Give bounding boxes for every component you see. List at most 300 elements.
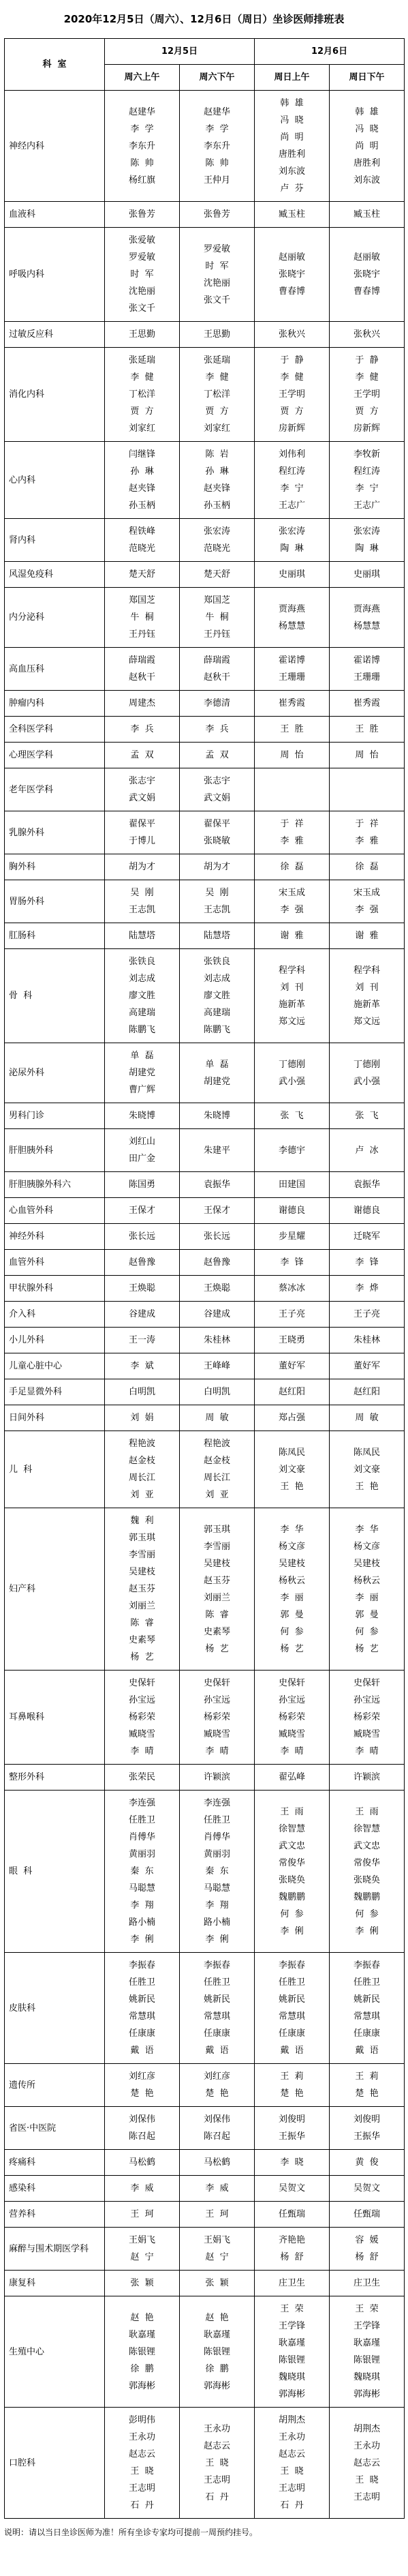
schedule-row [5,1953,405,2064]
doctor-name: 武文忠 [354,1840,381,1851]
session-cell [180,2271,255,2296]
doctor-name: 崔秀霞 [354,698,381,708]
doctor-name: 董好军 [354,1361,381,1371]
doctor-name: 陈鹏飞 [128,1025,155,1035]
schedule-table [4,38,405,2519]
doctor-name: 李 健 [355,372,379,383]
doctor-name: 刘红山 [128,1137,155,1147]
doctor-name: 房新辉 [354,423,381,434]
schedule-row [5,811,405,854]
doctor-name: 王学明 [279,389,306,400]
doctor-name: 张文千 [204,295,231,305]
department-name: 儿童心脏中心 [5,1353,105,1379]
doctor-name: 王志凯 [128,905,155,915]
session-cell [255,1405,330,1431]
doctor-name: 廖文胜 [204,991,231,1001]
session-cell [330,2202,405,2228]
department-name: 神经内科 [5,91,105,202]
doctor-name: 刘 亚 [130,1490,154,1500]
doctor-name: 李德清 [204,698,231,708]
session-cell [105,949,180,1043]
session-cell [105,588,180,648]
doctor-name: 刘志成 [128,974,155,984]
session-cell [105,1953,180,2064]
session-cell [180,442,255,519]
doctor-name: 楚 艳 [205,2088,229,2099]
session-cell [105,562,180,588]
doctor-name: 任胜卫 [128,1815,155,1825]
doctor-name: 臧晓雪 [128,1729,155,1739]
session-cell [330,519,405,562]
doctor-name: 王 珂 [130,2209,154,2219]
doctor-name: 卢 芬 [280,183,304,194]
session-cell [330,2176,405,2202]
session-cell [330,442,405,519]
doctor-name: 王志广 [279,500,306,511]
doctor-name: 程铁峰 [128,526,155,537]
doctor-name: 杨文彦 [279,1541,306,1552]
session-cell [105,1043,180,1103]
doctor-name: 任康康 [128,2028,155,2039]
schedule-row [5,1791,405,1953]
doctor-name: 程艳波 [204,1439,231,1449]
doctor-name: 赵夹锋 [204,483,231,494]
doctor-name: 朱桂林 [354,1335,381,1345]
schedule-row [5,442,405,519]
doctor-name: 李 晴 [130,1746,154,1756]
doctor-name: 刘 刊 [355,982,379,993]
schedule-row [5,648,405,691]
doctor-name: 陈银锂 [204,2346,231,2357]
doctor-name: 常俊华 [354,1857,381,1868]
session-cell [255,1328,330,1353]
doctor-name: 吴贺文 [279,2183,306,2193]
doctor-name: 赵红阳 [354,1387,381,1397]
doctor-name: 时 军 [205,260,229,271]
doctor-name: 赵志云 [204,2440,231,2451]
session-cell [255,949,330,1043]
doctor-name: 贾 方 [355,406,379,417]
doctor-name: 王一涛 [128,1335,155,1345]
session-cell [180,880,255,923]
doctor-name: 戴 语 [130,2046,154,2056]
doctor-name: 陈银锂 [279,2355,306,2365]
doctor-name: 李连强 [128,1798,155,1808]
doctor-name: 姚新民 [204,1994,231,2005]
doctor-name: 秦 东 [130,1866,154,1876]
department-name: 血管外科 [5,1250,105,1276]
doctor-name: 郭 曼 [280,1609,304,1620]
doctor-name: 田建国 [279,1180,306,1190]
session-cell [180,2202,255,2228]
doctor-name: 李 丽 [280,1592,304,1603]
doctor-name: 王 雨 [280,1806,304,1817]
doctor-name: 陈 睿 [130,1618,154,1628]
doctor-name: 赵玉芬 [128,1584,155,1594]
department-name: 肿瘤内科 [5,691,105,717]
session-cell [255,2107,330,2150]
session-cell [255,1198,330,1224]
doctor-name: 牛 桐 [130,612,154,623]
doctor-name: 石 丹 [280,2500,304,2511]
doctor-name: 丁德刚 [279,1059,306,1070]
doctor-name: 王焕聪 [128,1283,155,1293]
doctor-name: 李 雅 [355,836,379,846]
doctor-name: 张秋兴 [279,329,306,340]
doctor-name: 杨彩荣 [128,1712,155,1722]
doctor-name: 罗爱敏 [128,252,155,263]
doctor-name: 郭海彬 [128,2380,155,2391]
doctor-name: 魏鹏鹏 [279,1891,306,1902]
session-cell [330,1172,405,1198]
department-name: 血液科 [5,202,105,228]
doctor-name: 王峰峰 [204,1361,231,1371]
doctor-name: 张延瑞 [128,355,155,365]
doctor-name: 常慧琪 [354,2011,381,2022]
doctor-name: 赵志云 [128,2449,155,2459]
doctor-name: 郭海彬 [279,2389,306,2399]
schedule-row [5,691,405,717]
session-cell [330,348,405,442]
session-cell [105,1328,180,1353]
session-cell [105,348,180,442]
doctor-name: 楚 艳 [280,2088,304,2099]
doctor-name: 吴建枝 [128,1567,155,1577]
doctor-name: 牛 桐 [205,612,229,623]
doctor-name: 戴 语 [205,2046,229,2056]
doctor-name: 李东升 [204,140,231,151]
doctor-name: 张爱敏 [128,235,155,245]
session-cell [180,743,255,768]
doctor-name: 王焕聪 [204,1283,231,1293]
doctor-name: 许颖滨 [354,1772,381,1782]
doctor-name: 李 学 [205,123,229,134]
doctor-name: 杨 艺 [205,1643,229,1654]
session-cell [105,442,180,519]
session-cell [330,717,405,743]
doctor-name: 孙宝远 [354,1695,381,1705]
session-cell [255,1765,330,1791]
doctor-name: 冯 晓 [355,123,379,134]
session-cell [180,348,255,442]
doctor-name: 李 斌 [130,1361,154,1371]
doctor-name: 张长远 [128,1231,155,1242]
session-cell [255,228,330,322]
session-cell [330,648,405,691]
doctor-name: 王 晓 [280,2466,304,2476]
doctor-name: 李 兵 [205,724,229,734]
doctor-name: 常慧琪 [128,2011,155,2022]
session-cell [330,1129,405,1172]
doctor-name: 郭玉琪 [128,1533,155,1543]
session-cell [105,91,180,202]
doctor-name: 徐 鹏 [205,2363,229,2374]
doctor-name: 杨 艺 [355,1643,379,1654]
doctor-name: 陈银锂 [354,2355,381,2365]
session-cell [255,1953,330,2064]
doctor-name: 王保才 [128,1205,155,1216]
doctor-name: 黄丽羽 [204,1849,231,1859]
session-cell [255,1302,330,1328]
session-cell [330,1791,405,1953]
doctor-name: 魏 利 [130,1516,154,1526]
department-name: 日间外科 [5,1405,105,1431]
session-cell [255,811,330,854]
doctor-name: 耿嘉瑾 [128,2329,155,2340]
doctor-name: 赵金枝 [128,1456,155,1466]
schedule-body [5,91,405,2519]
session-cell [105,2271,180,2296]
schedule-row [5,2150,405,2176]
doctor-name: 韩 雄 [280,98,304,108]
doctor-name: 刘文豪 [354,1464,381,1475]
doctor-name: 吴 刚 [205,888,229,898]
doctor-name: 何 参 [355,1908,379,1919]
session-header-sun-am: 周日上午 [255,65,330,91]
doctor-name: 戴 语 [280,2046,304,2056]
session-header-sun-pm: 周日下午 [330,65,405,91]
schedule-row [5,1103,405,1129]
doctor-name: 程红涛 [279,466,306,477]
schedule-row [5,2296,405,2408]
doctor-name: 刘家红 [204,423,231,434]
doctor-name: 孙玉柄 [204,500,231,511]
doctor-name: 陈 睿 [205,1609,229,1620]
doctor-name: 刘东波 [279,166,306,177]
doctor-name: 王学锋 [354,2321,381,2331]
session-cell [255,854,330,880]
doctor-name: 王志明 [354,2491,381,2502]
department-name: 老年医学科 [5,768,105,811]
session-header-sat-am: 周六上午 [105,65,180,91]
schedule-row [5,743,405,768]
doctor-name: 耿嘉瑾 [354,2338,381,2348]
doctor-name: 吴 刚 [130,888,154,898]
department-name: 儿 科 [5,1431,105,1508]
doctor-name: 刘家红 [128,423,155,434]
session-cell [105,2202,180,2228]
doctor-name: 程学科 [354,965,381,976]
doctor-name: 李 翔 [205,1900,229,1911]
doctor-name: 姚新民 [354,1994,381,2005]
doctor-name: 郭玉琪 [204,1524,231,1535]
department-name: 口腔科 [5,2408,105,2519]
session-cell [255,743,330,768]
doctor-name: 尚 明 [355,140,379,151]
doctor-name: 刘伟利 [279,449,306,460]
session-cell [180,768,255,811]
session-cell [180,2064,255,2107]
doctor-name: 李雪丽 [204,1541,231,1552]
doctor-name: 肖傅华 [204,1832,231,1842]
session-cell [330,1353,405,1379]
doctor-name: 沈艳丽 [204,278,231,288]
doctor-name: 周 敏 [355,1413,379,1423]
doctor-name: 唐胜利 [354,158,381,168]
schedule-row [5,717,405,743]
doctor-name: 马聪慧 [204,1883,231,1893]
doctor-name: 孙宝远 [279,1695,306,1705]
session-cell [330,2228,405,2271]
doctor-name: 赵 艳 [205,2312,229,2323]
doctor-name: 孟 双 [205,750,229,760]
session-cell [330,2271,405,2296]
doctor-name: 曹广辉 [128,1085,155,1095]
session-cell [105,2176,180,2202]
doctor-name: 杨红旗 [128,175,155,185]
session-cell [330,1765,405,1791]
doctor-name: 张宏涛 [204,526,231,537]
doctor-name: 王保才 [204,1205,231,1216]
schedule-row [5,923,405,949]
session-cell [330,1198,405,1224]
doctor-name: 李 晓 [280,2157,304,2168]
doctor-name: 王 胜 [355,724,379,734]
session-cell [180,1103,255,1129]
session-cell [105,1103,180,1129]
department-name: 男科门诊 [5,1103,105,1129]
doctor-name: 李 兵 [130,724,154,734]
doctor-name: 魏晓琪 [279,2372,306,2382]
doctor-name: 孙玉柄 [128,500,155,511]
doctor-name: 薛瑞霞 [128,655,155,665]
doctor-name: 沈艳丽 [128,286,155,297]
doctor-name: 王娟飞 [204,2235,231,2245]
doctor-name: 曹春博 [279,286,306,297]
session-cell [105,2228,180,2271]
session-cell [330,854,405,880]
doctor-name: 冯 晓 [280,115,304,125]
department-name: 消化内科 [5,348,105,442]
session-cell [255,691,330,717]
department-name: 骨 科 [5,949,105,1043]
doctor-name: 刘志成 [204,974,231,984]
schedule-row [5,1379,405,1405]
doctor-name: 楚天舒 [204,569,231,580]
doctor-name: 王丹钰 [128,629,155,640]
session-cell [255,2150,330,2176]
session-cell [105,322,180,348]
doctor-name: 胡为才 [128,862,155,872]
session-cell [255,1172,330,1198]
doctor-name: 王子亮 [354,1309,381,1319]
session-cell [105,1671,180,1765]
doctor-name: 徐 磊 [280,862,304,872]
session-cell [180,1791,255,1953]
doctor-name: 李牧新 [354,449,381,460]
doctor-name: 周长江 [128,1473,155,1483]
doctor-name: 杨彩荣 [279,1712,306,1722]
doctor-name: 徐 磊 [355,862,379,872]
session-cell [255,1791,330,1953]
doctor-name: 任康康 [204,2028,231,2039]
doctor-name: 王志明 [204,2474,231,2485]
doctor-name: 陈 帅 [205,158,229,168]
session-cell [255,880,330,923]
doctor-name: 张延瑞 [204,355,231,365]
doctor-name: 胡荆杰 [279,2415,306,2425]
doctor-name: 张 飞 [280,1111,304,1121]
doctor-name: 孟 双 [130,750,154,760]
doctor-name: 臧晓雪 [354,1729,381,1739]
doctor-name: 刘 娟 [130,1413,154,1423]
doctor-name: 赵建华 [204,106,231,117]
session-cell [255,1129,330,1172]
department-name: 过敏反应科 [5,322,105,348]
session-cell [105,717,180,743]
doctor-name: 吴建枝 [204,1558,231,1569]
doctor-name: 胡建党 [128,1068,155,1078]
doctor-name: 李 锋 [355,1257,379,1268]
session-cell [105,1250,180,1276]
doctor-name: 刘红彦 [128,2071,155,2082]
doctor-name: 刘俊明 [354,2114,381,2125]
doctor-name: 于 祥 [280,819,304,829]
schedule-row [5,2228,405,2271]
session-cell [330,1276,405,1302]
doctor-name: 楚 艳 [130,2088,154,2099]
schedule-row [5,1508,405,1671]
department-name: 肛肠科 [5,923,105,949]
department-name: 肝胆胰外科 [5,1129,105,1172]
session-cell [180,811,255,854]
doctor-name: 路小楠 [128,1917,155,1928]
session-cell [255,1379,330,1405]
doctor-name: 谢 雅 [355,931,379,941]
doctor-name: 周 敏 [205,1413,229,1423]
schedule-row [5,2408,405,2519]
session-cell [105,1198,180,1224]
department-name: 皮肤科 [5,1953,105,2064]
schedule-row [5,1224,405,1250]
doctor-name: 郑国芝 [128,595,155,605]
doctor-name: 陈召起 [128,2131,155,2142]
doctor-name: 于 静 [355,355,379,365]
doctor-name: 于 静 [280,355,304,365]
doctor-name: 郑国芝 [204,595,231,605]
doctor-name: 张 颖 [205,2278,229,2288]
doctor-name: 李 华 [355,1524,379,1535]
doctor-name: 刘丽兰 [128,1601,155,1611]
session-cell [330,1043,405,1103]
doctor-name: 单 磊 [205,1059,229,1070]
doctor-name: 李 晴 [280,1746,304,1756]
session-cell [180,519,255,562]
session-cell [330,1671,405,1765]
doctor-name: 范晓光 [128,543,155,554]
doctor-name: 臧玉柱 [279,209,306,220]
date-header-dec6: 12月6日 [255,39,405,65]
doctor-name: 王晓勇 [279,1335,306,1345]
doctor-name: 田广金 [128,1154,155,1164]
doctor-name: 迁晓军 [354,1231,381,1242]
doctor-name: 李 雅 [280,836,304,846]
schedule-header [5,39,405,91]
session-cell [330,1103,405,1129]
session-cell [180,1508,255,1671]
schedule-row [5,768,405,811]
session-header-sat-pm: 周六下午 [180,65,255,91]
doctor-name: 王志明 [128,2483,155,2493]
doctor-name: 马松鹤 [128,2157,155,2168]
doctor-name: 董好军 [279,1361,306,1371]
doctor-name: 常慧琪 [204,2011,231,2022]
doctor-name: 史保轩 [279,1678,306,1688]
doctor-name: 贾海燕 [279,603,306,614]
doctor-name: 任胜卫 [204,1815,231,1825]
session-cell [180,1379,255,1405]
doctor-name: 王 雨 [355,1806,379,1817]
